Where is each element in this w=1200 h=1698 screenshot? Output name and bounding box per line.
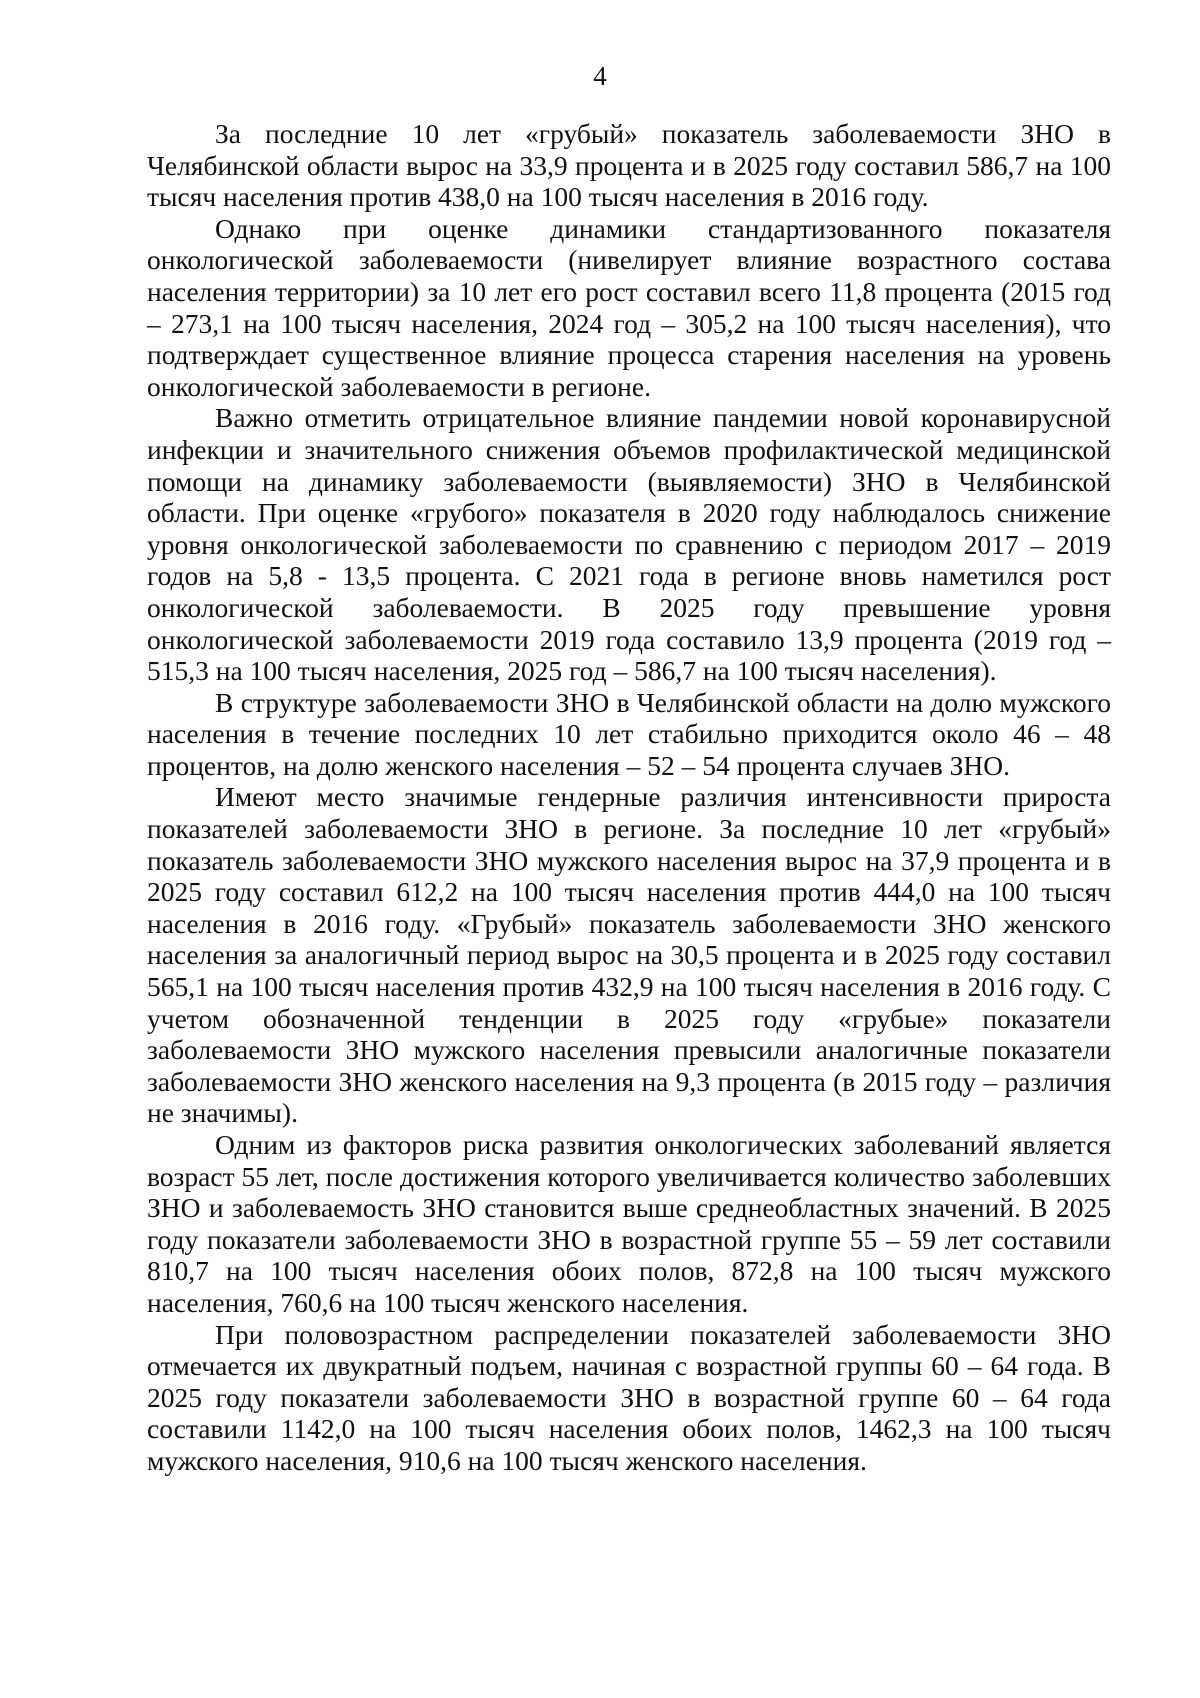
document-body — [147, 118, 1111, 1477]
paragraph-standardized-incidence: Однако при оценке динамики стандартизованного показателя онкологической заболеваемости (нивелирует влияние возрастного состава населения территории) за 10 лет его рост составил всего 11,8 процента (2015 год – 273,1 на 100 тысяч населения, 2024 год – 305,2 на 100 тысяч населения), что подтверждает существенное влияние процесса старения населения на уровень онкологической заболеваемости в регионе. — [147, 212, 1111, 402]
paragraph-pandemic-impact: Важно отметить отрицательное влияние пандемии новой коронавирусной инфекции и значительного снижения объемов профилактической медицинской помощи на динамику заболеваемости (выявляемости) ЗНО в Челябинской области. При оценке «грубого» показателя в 2020 году наблюдалось снижение уровня онкологической заболеваемости по сравнению с периодом 2017 – 2019 годов на 5,8 - 13,5 процента. С 2021 года в регионе вновь наметился рост онкологической заболеваемости. В 2025 году превышение уровня онкологической заболеваемости 2019 года составило 13,9 процента (2019 год – 515,3 на 100 тысяч населения, 2025 год – 586,7 на 100 тысяч населения). — [147, 402, 1111, 687]
page-number: 4 — [593, 61, 607, 91]
paragraph-gender-structure: В структуре заболеваемости ЗНО в Челябинской области на долю мужского населения в течение последних 10 лет стабильно приходится около 46 – 48 процентов, на долю женского населения – 52 – 54 процента случаев ЗНО. — [147, 686, 1111, 781]
paragraph-gender-differences: Имеют место значимые гендерные различия интенсивности прироста показателей заболеваемости ЗНО в регионе. За последние 10 лет «грубый» показатель заболеваемости ЗНО мужского населения вырос на 37,9 процента и в 2025 году составил 612,2 на 100 тысяч населения против 444,0 на 100 тысяч населения в 2016 году. «Грубый» показатель заболеваемости ЗНО женского населения за аналогичный период вырос на 30,5 процента и в 2025 году составил 565,1 на 100 тысяч населения против 432,9 на 100 тысяч населения в 2016 году. С учетом обозначенной тенденции в 2025 году «грубые» показатели заболеваемости ЗНО мужского населения превысили аналогичные показатели заболеваемости ЗНО женского населения на 9,3 процента (в 2015 году – различия не значимы). — [147, 781, 1111, 1129]
paragraph-age-55-risk: Одним из факторов риска развития онкологических заболеваний является возраст 55 лет, после достижения которого увеличивается количество заболевших ЗНО и заболеваемость ЗНО становится выше среднеобластных значений. В 2025 году показатели заболеваемости ЗНО в возрастной группе 55 – 59 лет составили 810,7 на 100 тысяч населения обоих полов, 872,8 на 100 тысяч мужского населения, 760,6 на 100 тысяч женского населения. — [147, 1129, 1111, 1318]
paragraph-crude-incidence: За последние 10 лет «грубый» показатель заболеваемости ЗНО в Челябинской области вырос на 33,9 процента и в 2025 году составил 586,7 на 100 тысяч населения против 438,0 на 100 тысяч населения в 2016 году. — [147, 118, 1111, 213]
paragraph-age-60-64: При половозрастном распределении показателей заболеваемости ЗНО отмечается их двукратный подъем, начиная с возрастной группы 60 – 64 года. В 2025 году показатели заболеваемости ЗНО в возрастной группе 60 – 64 года составили 1142,0 на 100 тысяч населения обоих полов, 1462,3 на 100 тысяч мужского населения, 910,6 на 100 тысяч женского населения. — [147, 1318, 1111, 1476]
